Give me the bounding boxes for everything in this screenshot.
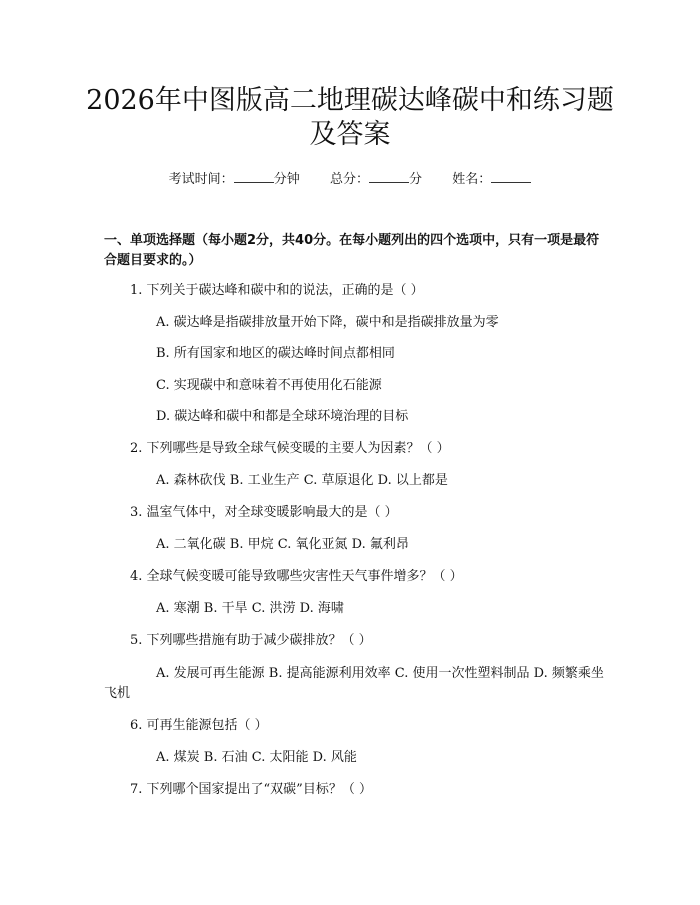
options-line: A. 二氧化碳 B. 甲烷 C. 氧化亚氮 D. 氟利昂 (156, 537, 409, 552)
question-stem: 2. 下列哪些是导致全球气候变暖的主要人为因素？（ ） (130, 441, 450, 456)
question-stem: 6. 可再生能源包括（ ） (130, 718, 268, 733)
option-d: D. 碳达峰和碳中和都是全球环境治理的目标 (156, 409, 409, 424)
time-unit: 分钟 (273, 172, 300, 187)
question-stem: 1. 下列关于碳达峰和碳中和的说法，正确的是（ ） (130, 283, 424, 298)
score-blank (369, 170, 409, 183)
option-b: B. 所有国家和地区的碳达峰时间点都相同 (156, 346, 395, 361)
option-a: A. 碳达峰是指碳排放量开始下降，碳中和是指碳排放量为零 (156, 315, 499, 330)
name-label: 姓名： (452, 172, 492, 187)
exam-info-row (0, 170, 700, 189)
section-heading: 一、单项选择题（每小题2分，共40分。在每小题列出的四个选项中，只有一项是最符合题目要求的。） (104, 233, 600, 268)
exam-title-line1: 2026年中图版高二地理碳达峰碳中和练习题 (86, 85, 614, 116)
score-unit: 分 (409, 172, 423, 187)
exam-title-line2: 及答案 (309, 119, 391, 150)
question-stem: 7. 下列哪个国家提出了“双碳”目标？（ ） (130, 782, 372, 797)
options-line: A. 煤炭 B. 石油 C. 太阳能 D. 风能 (156, 750, 357, 765)
name-blank (491, 170, 531, 183)
option-c: C. 实现碳中和意味着不再使用化石能源 (156, 378, 382, 393)
score-label: 总分： (329, 172, 369, 187)
options-line: A. 森林砍伐 B. 工业生产 C. 草原退化 D. 以上都是 (156, 473, 448, 488)
options-line: A. 寒潮 B. 干旱 C. 洪涝 D. 海啸 (156, 601, 344, 616)
options-line: A. 发展可再生能源 B. 提高能源利用效率 C. 使用一次性塑料制品 D. 频繁乘坐飞机 (104, 666, 604, 701)
question-stem: 3. 温室气体中，对全球变暖影响最大的是（ ） (130, 505, 398, 520)
question-stem: 5. 下列哪些措施有助于减少碳排放？（ ） (130, 633, 372, 648)
question-stem: 4. 全球气候变暖可能导致哪些灾害性天气事件增多？（ ） (130, 569, 463, 584)
time-label: 考试时间： (168, 172, 234, 187)
time-blank (234, 170, 274, 183)
